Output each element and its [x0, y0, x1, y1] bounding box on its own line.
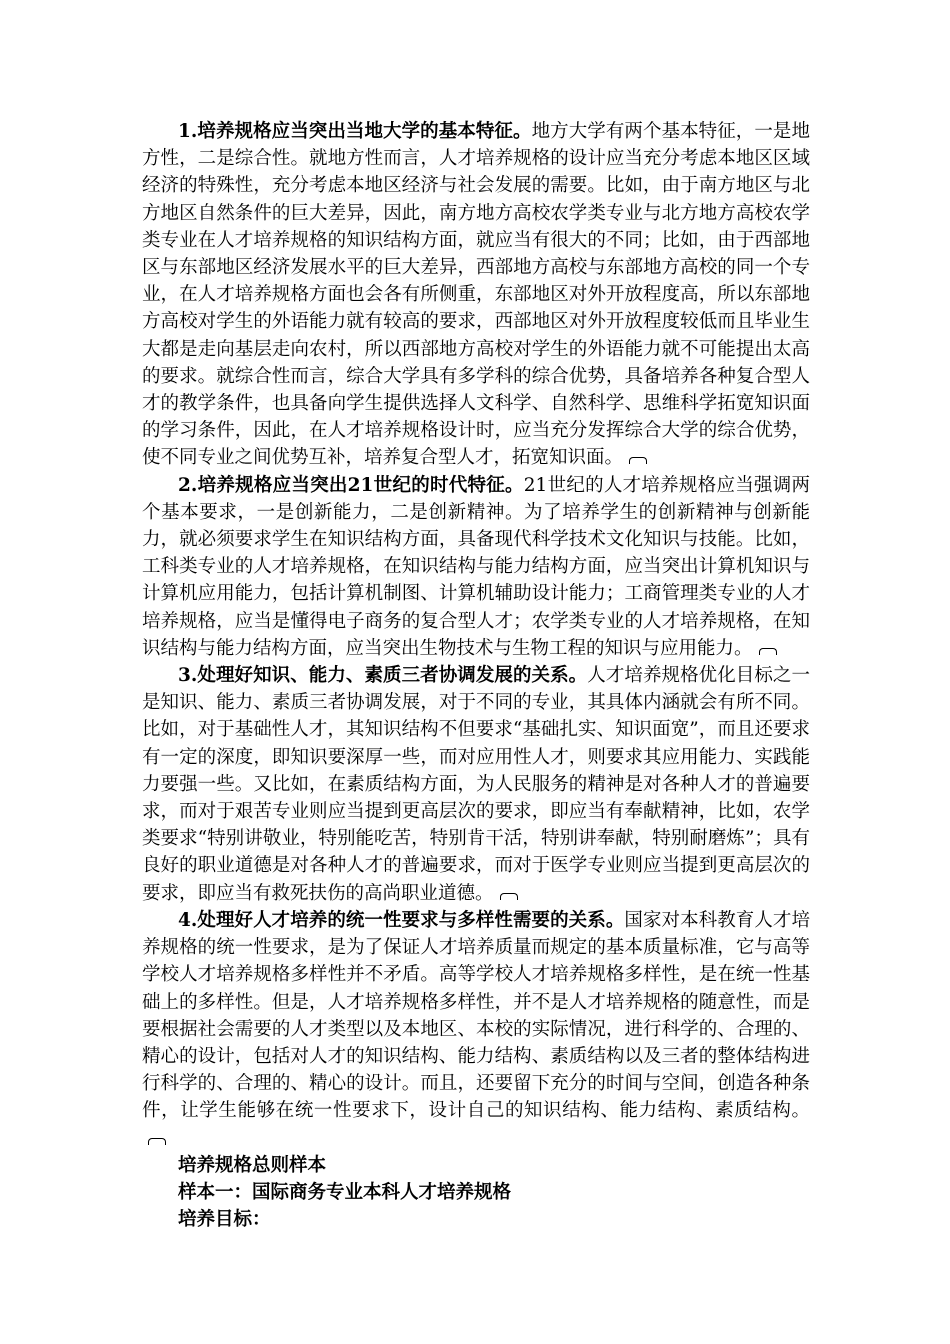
paragraph-3: [142, 662, 810, 907]
paragraph-2: [142, 472, 810, 662]
paragraph-1-lead: 1.培养规格应当突出当地大学的基本特征。: [178, 121, 532, 142]
paragraph-1-body: 地方大学有两个基本特征，一是地方性，二是综合性。就地方性而言，人才培养规格的设计应当充分考虑本地区区域经济的特殊性，充分考虑本地区经济与社会发展的需要。比如，由于南方地区与北方地区自然条件的巨大差异，因此，南方地方高校农学类专业与北方地方高校农学类专业在人才培养规格的知识结构方面，就应当有很大的不同；比如，由于西部地区与东部地区经济发展水平的巨大差异，西部地方高校与东部地方高校的同一个专业，在人才培养规格方面也会各有所侧重，东部地区对外开放程度高，所以东部地方高校对学生的外语能力就有较高的要求，西部地区对外开放程度较低而且毕业生大都是走向基层走向农村，所以西部地方高校对学生的外语能力就不可能提出太高的要求。就综合性而言，综合大学具有多学科的综合优势，具备培养各种复合型人才的教学条件，也具备向学生提供选择人文科学、自然科学、思维科学拓宽知识面的学习条件，因此，在人才培养规格设计时，应当充分发挥综合大学的综合优势，使不同专业之间优势互补，培养复合型人才，拓宽知识面。: [142, 121, 810, 469]
paragraph-mark-icon: [148, 1138, 166, 1145]
paragraph-3-body: 人才培养规格优化目标之一是知识、能力、素质三者协调发展，对于不同的专业，其具体内涵就会有所不同。比如，对于基础性人才，其知识结构不但要求“基础扎实、知识面宽”，而且还要求有一定的深度，即知识要深厚一些，而对应用性人才，则要求其应用能力、实践能力要强一些。又比如，在素质结构方面，为人民服务的精神是对各种人才的普遍要求，而对于艰苦专业则应当提到更高层次的要求，即应当有奉献精神，比如，农学类要求“特别讲敬业，特别能吃苦，特别肯干活，特别讲奉献，特别耐磨炼”；具有良好的职业道德是对各种人才的普遍要求，而对于医学专业则应当提到更高层次的要求，即应当有救死扶伤的高尚职业道德。: [142, 665, 810, 904]
paragraph-4-body: 国家对本科教育人才培养规格的统一性要求，是为了保证人才培养质量而规定的基本质量标准，它与高等学校人才培养规格多样性并不矛盾。高等学校人才培养规格多样性，是在统一性基础上的多样性。但是，人才培养规格多样性，并不是人才培养规格的随意性，而是要根据社会需要的人才类型以及本地区、本校的实际情况，进行科学的、合理的、精心的设计，包括对人才的知识结构、能力结构、素质结构以及三者的整体结构进行科学的、合理的、精心的设计。而且，还要留下充分的时间与空间，创造各种条件，让学生能够在统一性要求下，设计自己的知识结构、能力结构、素质结构。: [142, 909, 810, 1122]
paragraph-1: [142, 118, 810, 472]
paragraph-4: [142, 907, 810, 1152]
sample-title: 样本一：国际商务专业本科人才培养规格: [178, 1181, 512, 1203]
paragraph-4-lead: 4.处理好人才培养的统一性要求与多样性需要的关系。: [178, 909, 625, 931]
section-title: 培养规格总则样本: [178, 1154, 327, 1176]
paragraph-mark-icon: [759, 648, 777, 655]
paragraph-mark-icon: [629, 457, 647, 464]
paragraph-2-body: 21世纪的人才培养规格应当强调两个基本要求，一是创新能力，二是创新精神。为了培养学生的创新精神与创新能力，就必须要求学生在知识结构方面，具备现代科学技术文化知识与技能。比如，工科类专业的人才培养规格，在知识结构与能力结构方面，应当突出计算机知识与计算机应用能力，包括计算机制图、计算机辅助设计能力；工商管理类专业的人才培养规格，应当是懂得电子商务的复合型人才；农学类专业的人才培养规格，在知识结构与能力结构方面，应当突出生物技术与生物工程的知识与应用能力。: [142, 474, 810, 659]
paragraph-3-lead: 3.处理好知识、能力、素质三者协调发展的关系。: [178, 665, 588, 687]
document-body: [142, 118, 810, 1233]
paragraph-2-lead: 2.培养规格应当突出21世纪的时代特征。: [178, 474, 524, 496]
objective-label: 培养目标：: [178, 1209, 271, 1231]
paragraph-mark-icon: [500, 893, 518, 900]
